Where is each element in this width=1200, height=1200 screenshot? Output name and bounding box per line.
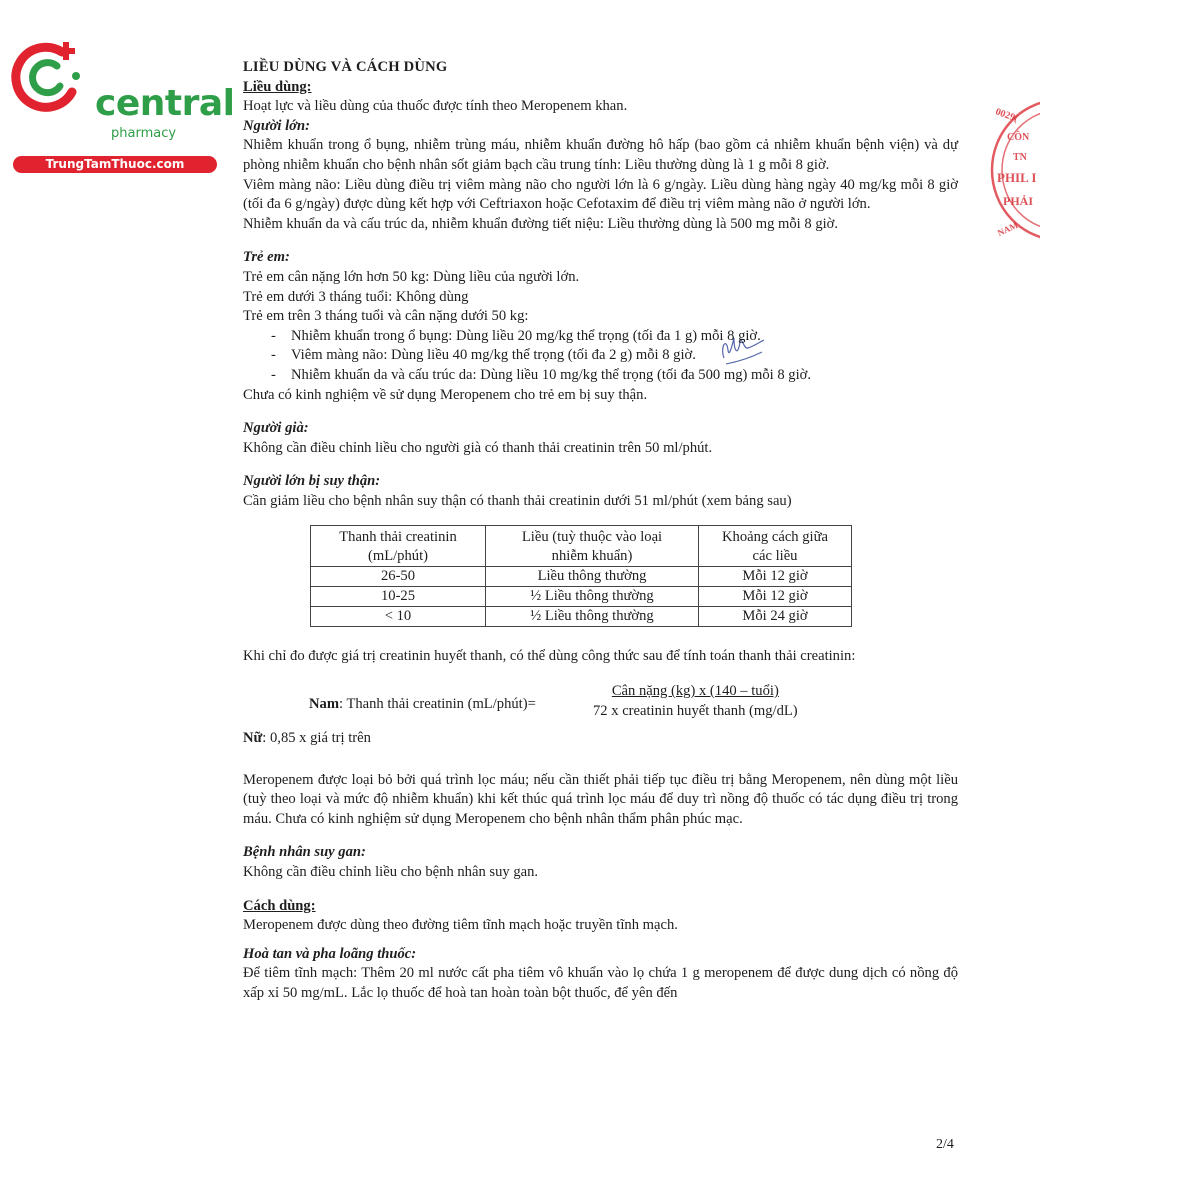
brand-url[interactable]: TrungTamThuoc.com <box>13 156 217 173</box>
children-line-1: Trẻ em cân nặng lớn hơn 50 kg: Dùng liều của người lớn. <box>243 268 580 285</box>
dosage-intro: Hoạt lực và liều dùng của thuốc được tính theo Meropenem khan. <box>243 98 628 115</box>
formula-denominator: 72 x creatinin huyết thanh (mg/dL) <box>593 702 798 719</box>
formula-female-label: Nữ <box>243 730 263 747</box>
usage-text: Meropenem được dùng theo đường tiêm tĩnh mạch hoặc truyền tĩnh mạch. <box>243 917 678 934</box>
table-header: Liều (tuỳ thuộc vào loại nhiễm khuẩn) <box>486 526 699 567</box>
central-pharmacy-logo-icon <box>10 38 90 118</box>
renal-heading: Người lớn bị suy thận: <box>243 473 381 490</box>
usage-heading: Cách dùng: <box>243 897 316 914</box>
section-title: LIỀU DÙNG VÀ CÁCH DÙNG <box>243 59 448 75</box>
children-line-2: Trẻ em dưới 3 tháng tuổi: Không dùng <box>243 288 469 305</box>
stamp-text-3: TN <box>1013 152 1027 163</box>
table-row <box>311 587 852 607</box>
children-dose-list <box>243 327 958 386</box>
brand-logo[interactable] <box>10 38 235 171</box>
table-row <box>311 607 852 627</box>
formula-female-text: : 0,85 x giá trị trên <box>262 730 371 747</box>
adults-paragraph-1: Nhiễm khuẩn trong ổ bụng, nhiễm trùng máu, nhiễm khuẩn đường hô hấp (bao gồm cả nhiễm khuẩn bệnh viện) và dự phòng nhiễm khuẩn cho bệnh nhân sốt giảm bạch cầu trung tính: Liều thường dùng là 1 g mỗi 8 giờ. <box>243 137 958 173</box>
table-cell: ½ Liều thông thường <box>486 607 699 627</box>
renal-text: Cần giảm liều cho bệnh nhân suy thận có thanh thải creatinin dưới 51 ml/phút (xem bảng sau) <box>243 492 792 509</box>
table-cell: Mỗi 12 giờ <box>699 567 852 587</box>
table-cell: 26-50 <box>311 567 486 587</box>
adults-paragraph-3: Nhiễm khuẩn da và cấu trúc da, nhiễm khuẩn đường tiết niệu: Liều thường dùng là 500 mg mỗi 8 giờ. <box>243 215 839 232</box>
list-item: - Nhiễm khuẩn da và cấu trúc da: Dùng liều 10 mg/kg thể trọng (tối đa 500 mg) mỗi 8 giờ. <box>271 366 958 386</box>
list-item: - Nhiễm khuẩn trong ổ bụng: Dùng liều 20 mg/kg thể trọng (tối đa 1 g) mỗi 8 giờ. <box>271 327 958 347</box>
table-header-row <box>311 526 852 567</box>
formula-male-label: Nam <box>309 696 339 713</box>
table-cell: Mỗi 12 giờ <box>699 587 852 607</box>
stamp-text-1: 0029( <box>993 106 1020 125</box>
document-body <box>243 58 958 1004</box>
formula-intro: Khi chỉ đo được giá trị creatinin huyết thanh, có thể dùng công thức sau để tính toán thanh thải creatinin: <box>243 648 856 665</box>
table-cell: ½ Liều thông thường <box>486 587 699 607</box>
page-number: 2/4 <box>936 1137 954 1152</box>
elderly-text: Không cần điều chỉnh liều cho người già có thanh thải creatinin trên 50 ml/phút. <box>243 439 713 456</box>
renal-dose-table <box>310 525 852 627</box>
brand-name: central <box>95 83 235 124</box>
children-line-3: Trẻ em trên 3 tháng tuổi và cân nặng dưới 50 kg: <box>243 308 529 325</box>
dilution-text: Để tiêm tĩnh mạch: Thêm 20 ml nước cất pha tiêm vô khuẩn vào lọ chứa 1 g meropenem để được dung dịch có nồng độ xấp xỉ 50 mg/mL. Lắc lọ thuốc để hoà tan hoàn toàn bột thuốc, để yên đến <box>243 965 958 1001</box>
company-stamp <box>985 92 1040 272</box>
table-header: Khoảng cách giữa các liều <box>699 526 852 567</box>
formula-numerator: Cân nặng (kg) x (140 – tuổi) <box>611 683 779 700</box>
list-item: - Viêm màng não: Dùng liều 40 mg/kg thể trọng (tối đa 2 g) mỗi 8 giờ. <box>271 346 958 366</box>
table-cell: < 10 <box>311 607 486 627</box>
creatinine-formula <box>243 677 958 729</box>
formula-fraction <box>593 682 798 721</box>
table-header: Thanh thải creatinin (mL/phút) <box>311 526 486 567</box>
table-row <box>311 567 852 587</box>
formula-lhs: : Thanh thải creatinin (mL/phút)= <box>339 696 536 713</box>
adults-paragraph-2: Viêm màng não: Liều dùng điều trị viêm màng não cho người lớn là 6 g/ngày. Liều dùng hàng ngày 40 mg/kg mỗi 8 giờ (tối đa 6 g/ngày) được dùng kết hợp với Ceftriaxon hoặc Cefotaxim để điều trị viêm màng não ở người lớn. <box>243 176 958 213</box>
elderly-heading: Người già: <box>243 420 309 437</box>
dosage-heading: Liều dùng: <box>243 78 312 95</box>
brand-subtitle: pharmacy <box>111 126 177 141</box>
adults-heading: Người lớn: <box>243 117 310 134</box>
hepatic-heading: Bệnh nhân suy gan: <box>243 844 366 861</box>
table-cell: 10-25 <box>311 587 486 607</box>
stamp-text-2: CÔN <box>1007 132 1030 143</box>
stamp-text-5: PHẢI <box>1003 194 1033 208</box>
dilution-heading: Hoà tan và pha loãng thuốc: <box>243 945 417 962</box>
stamp-text-4: PHIL I <box>997 170 1037 185</box>
table-cell: Mỗi 24 giờ <box>699 607 852 627</box>
children-heading: Trẻ em: <box>243 249 290 266</box>
stamp-text-6: NAM <box>995 219 1020 239</box>
table-cell: Liều thông thường <box>486 567 699 587</box>
hepatic-text: Không cần điều chỉnh liều cho bệnh nhân suy gan. <box>243 864 539 881</box>
children-note: Chưa có kinh nghiệm về sử dụng Meropenem cho trẻ em bị suy thận. <box>243 386 648 403</box>
dialysis-paragraph: Meropenem được loại bỏ bởi quá trình lọc máu; nếu cần thiết phải tiếp tục điều trị bằng Meropenem, nên dùng một liều (tuỳ theo loại và mức độ nhiễm khuẩn) khi kết thúc quá trình lọc máu để duy trì nồng độ thuốc có tác dụng điều trị trong máu. Chưa có kinh nghiệm sử dụng Meropenem cho bệnh nhân thẩm phân phúc mạc. <box>243 771 958 827</box>
